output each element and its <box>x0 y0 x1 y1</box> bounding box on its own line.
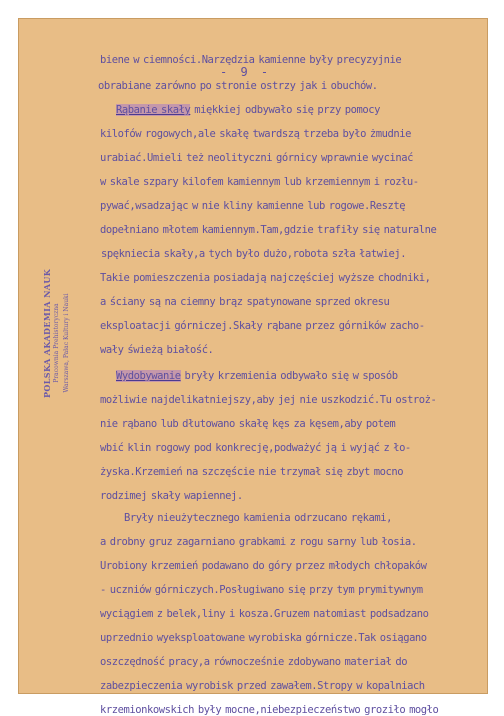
text-line <box>116 104 380 116</box>
highlighted-term: Wydobywanie <box>116 370 181 382</box>
text-line: eksploatacji górniczej.Skały rąbane przez górników zacho- <box>100 320 425 332</box>
stamp-line: Pracownia Prehistoryczna <box>53 303 60 383</box>
highlighted-term: Rąbanie skały <box>116 104 191 116</box>
text-line: uprzednio wyeksploatowane wyrobiska górnicze.Tak osiągano <box>100 632 427 644</box>
text-line: w skale szpary kilofem kamiennym lub krzemiennym i rozłu- <box>100 176 419 188</box>
text-line: Takie pomieszczenia posiadają najczęściej wyższe chodniki, <box>100 272 431 284</box>
text-line: kilofów rogowych,ale skałę twardszą trzeba było żmudnie <box>100 128 411 140</box>
text-line: oszczędność pracy,a równocześnie zdobywano materiał do <box>100 656 408 668</box>
page-number: - 9 - <box>220 65 271 79</box>
text-line: wbić klin rogowy pod konkrecję,podważyć ją i wyjąć z ło- <box>100 442 411 454</box>
line-text: miękkiej odbywało się przy pomocy <box>190 104 380 116</box>
institution-stamp <box>42 268 72 398</box>
text-line: rodzimej skały wapiennej. <box>100 490 243 502</box>
text-line: zabezpieczenia wyrobisk przed zawałem.Stropy w kopalniach <box>100 680 425 692</box>
text-line: możliwie najdelikatniejszy,aby jej nie uszkodzić.Tu ostroż- <box>100 394 437 406</box>
text-line: nie rąbano lub dłutowano skałę kęs za kęsem,aby potem <box>100 418 396 430</box>
text-line <box>116 370 398 382</box>
text-line: żyska.Krzemień na szczęście nie trzymał się zbyt mocno <box>100 466 404 478</box>
text-line: Urobiony krzemień podawano do góry przez młodych chłopaków <box>100 560 427 572</box>
stamp-line: POLSKA AKADEMIA NAUK <box>42 268 52 398</box>
text-line: wyciągiem z belek,liny i kosza.Gruzem natomiast podsadzano <box>100 608 429 620</box>
line-text: bryły krzemienia odbywało się w sposób <box>180 370 398 382</box>
typewritten-text <box>18 18 488 716</box>
text-line: urabiać.Umieli też neolityczni górnicy wprawnie wycinać <box>100 152 413 164</box>
text-line: a ściany są na ciemny brąz spatynowane sprzed okresu <box>100 296 390 308</box>
text-line: a drobny gruz zagarniano grabkami z rogu sarny lub łosia. <box>100 536 417 548</box>
text-line: spękniecia skały,a tych było dużo,robota szła łatwiej. <box>101 248 407 260</box>
stamp-line: Warszawa, Pałac Kultury i Nauki <box>63 293 70 393</box>
text-line: krzemionkowskich były mocne,niebezpieczeństwo groziło mogło <box>100 704 439 716</box>
document-sheet <box>18 18 488 716</box>
text-line: obrabiane zarówno po stronie ostrzy jak i obuchów. <box>98 80 378 92</box>
text-line: Bryły nieużytecznego kamienia odrzucano rękami, <box>124 512 392 524</box>
text-line: - uczniów górniczych.Posługiwano się przy tym prymitywnym <box>100 584 423 596</box>
text-line: pywać,wsadzając w nie kliny kamienne lub rogowe.Resztę <box>100 200 406 212</box>
text-line: biene w ciemności.Narzędzia kamienne były precyzyjnie <box>100 54 402 66</box>
text-line: wały świeżą białość. <box>100 344 214 356</box>
text-line: dopełniano młotem kamiennym.Tam,gdzie trafiły się naturalne <box>100 224 437 236</box>
